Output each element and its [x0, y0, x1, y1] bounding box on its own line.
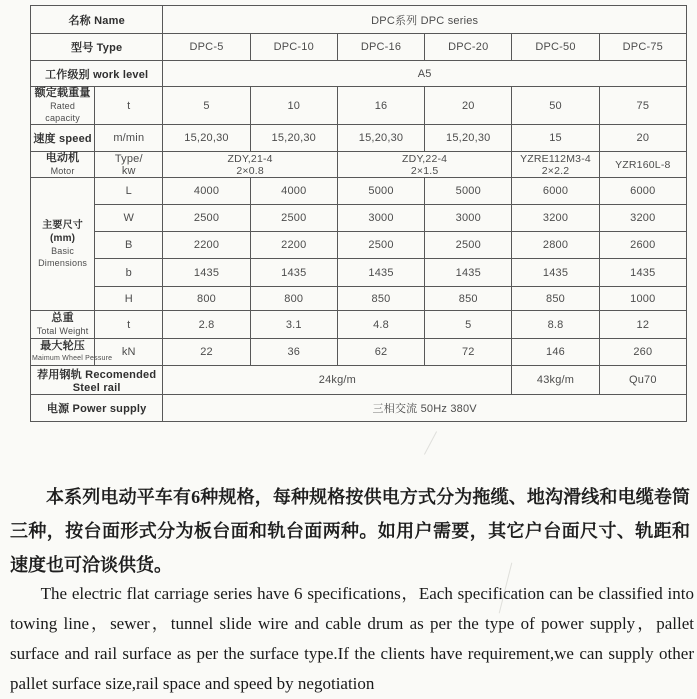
wheel-pressure-label-cell	[31, 339, 113, 366]
dim-value: 3200	[512, 205, 599, 232]
table-row-wheel-pressure	[31, 339, 687, 366]
total-weight-label-cell	[31, 311, 95, 339]
dimensions-label-cell	[31, 178, 95, 311]
rated-capacity-label-zh: 额定载重量	[34, 87, 91, 99]
dim-value: 1435	[599, 259, 686, 287]
dim-value: 1000	[599, 287, 686, 311]
dim-value: 2500	[425, 232, 512, 259]
dim-value: 800	[250, 287, 337, 311]
type-label-cell	[31, 34, 163, 61]
dim-value: 1435	[425, 259, 512, 287]
motor-unit-cell	[95, 152, 163, 178]
speed-value: 15,20,30	[337, 125, 424, 152]
chinese-description-paragraph: 本系列电动平车有6种规格，每种规格按供电方式分为拖缆、地沟滑线和电缆卷筒三种，按台面形式分为板台面和轨台面两种。如用户需要，其它户台面尺寸、轨距和速度也可洽谈供货。	[10, 487, 690, 575]
dim-value: 4000	[163, 178, 250, 205]
motor-label-en: Motor	[50, 166, 75, 176]
steel-rail-label-cell	[31, 366, 163, 395]
table-row-dim-b	[31, 259, 687, 287]
speed-value: 20	[599, 125, 686, 152]
speed-value: 15,20,30	[425, 125, 512, 152]
power-supply-value-cell: 三相交流 50Hz 380V	[163, 395, 687, 422]
power-supply-label-cell	[31, 395, 163, 422]
total-weight-label-zh: 总重	[51, 312, 74, 324]
work-level-label-cell	[31, 61, 163, 87]
dim-key-cell: B	[95, 232, 163, 259]
series-cell: DPC系列 DPC series	[163, 6, 687, 34]
scan-scratch-artifact	[424, 431, 437, 454]
total-weight-value: 8.8	[512, 311, 599, 339]
dimensions-label-en2: Dimensions	[38, 258, 88, 268]
wheel-pressure-value: 36	[250, 339, 337, 366]
dim-value: 6000	[512, 178, 599, 205]
steel-rail-label: 荐用钢轨 Recomended Steel rail	[37, 369, 157, 394]
power-supply-label: 电源 Power supply	[46, 403, 147, 415]
type-cell: DPC-75	[599, 34, 686, 61]
wheel-pressure-value: 22	[163, 339, 250, 366]
wheel-pressure-label-zh: 最大轮压	[40, 339, 85, 352]
work-level-value-cell: A5	[163, 61, 687, 87]
total-weight-value: 5	[425, 311, 512, 339]
dim-value: 5000	[425, 178, 512, 205]
rated-capacity-value: 5	[163, 87, 250, 125]
motor-spec-power: 2×0.8	[236, 164, 264, 177]
dim-value: 800	[163, 287, 250, 311]
table-row-work-level	[31, 61, 687, 87]
motor-spec-model: ZDY,21-4	[227, 152, 273, 165]
total-weight-label-en: Total Weight	[36, 326, 89, 336]
rated-capacity-value: 10	[250, 87, 337, 125]
dim-value: 1435	[512, 259, 599, 287]
dim-value: 1435	[250, 259, 337, 287]
total-weight-value: 12	[599, 311, 686, 339]
table-row-rated-capacity	[31, 87, 687, 125]
motor-spec-cell	[599, 152, 686, 178]
work-level-label: 工作级别 work level	[45, 68, 149, 81]
type-cell: DPC-50	[512, 34, 599, 61]
dim-value: 3200	[599, 205, 686, 232]
dim-value: 5000	[337, 178, 424, 205]
motor-spec-power: 2×1.5	[410, 164, 439, 177]
motor-unit-line2: kw	[121, 164, 136, 177]
speed-label-cell	[31, 125, 95, 152]
type-cell: DPC-10	[250, 34, 337, 61]
speed-label: 速度 speed	[33, 133, 92, 145]
motor-label-cell	[31, 152, 95, 178]
speed-value: 15,20,30	[250, 125, 337, 152]
dim-key-cell: H	[95, 287, 163, 311]
dim-key-cell: L	[95, 178, 163, 205]
dim-value: 2500	[337, 232, 424, 259]
name-label-cell	[31, 6, 163, 34]
motor-spec-model: ZDY,22-4	[402, 152, 448, 165]
dim-value: 1435	[163, 259, 250, 287]
dim-value: 2500	[163, 205, 250, 232]
dim-value: 3000	[337, 205, 424, 232]
spec-table	[30, 5, 687, 422]
table-row-dim-B	[31, 232, 687, 259]
dim-value: 4000	[250, 178, 337, 205]
motor-spec-power: 2×2.2	[541, 164, 570, 177]
type-cell: DPC-5	[163, 34, 250, 61]
dim-value: 850	[512, 287, 599, 311]
type-label: 型号 Type	[71, 42, 123, 54]
dim-value: 850	[337, 287, 424, 311]
english-description-paragraph: The electric flat carriage series have 6 specifications，Each specification can be classified into towing line，sewer，tunnel slide wire and cable drum as per the type of power supply，pallet surface and rail surface as per the surface type.If the clients have requirement,we can supply other pallet surface size,rail space and speed by negotiation	[10, 584, 694, 693]
dim-value: 2200	[250, 232, 337, 259]
motor-spec-cell	[512, 152, 599, 178]
table-row-power-supply	[31, 395, 687, 422]
rated-capacity-value: 50	[512, 87, 599, 125]
table-row-name	[31, 6, 687, 34]
speed-unit-cell: m/min	[95, 125, 163, 152]
wheel-pressure-label-en: Maimum Wheel Pessure	[32, 354, 113, 362]
table-row-type	[31, 34, 687, 61]
dim-value: 850	[425, 287, 512, 311]
wheel-pressure-value: 62	[337, 339, 424, 366]
dim-key-cell: W	[95, 205, 163, 232]
motor-unit-line1: Type/	[114, 152, 143, 165]
dim-key-cell: b	[95, 259, 163, 287]
type-cell: DPC-20	[425, 34, 512, 61]
table-row-total-weight	[31, 311, 687, 339]
steel-rail-value-cell: Qu70	[599, 366, 686, 395]
dim-value: 2200	[163, 232, 250, 259]
dim-value: 2800	[512, 232, 599, 259]
dim-value: 1435	[337, 259, 424, 287]
total-weight-value: 2.8	[163, 311, 250, 339]
rated-capacity-value: 75	[599, 87, 686, 125]
table-row-dim-H	[31, 287, 687, 311]
steel-rail-value-cell: 43kg/m	[512, 366, 599, 395]
rated-capacity-label-en: Rated capacity	[45, 101, 80, 123]
rated-capacity-unit-cell: t	[95, 87, 163, 125]
wheel-pressure-value: 72	[425, 339, 512, 366]
table-row-motor	[31, 152, 687, 178]
motor-spec-cell	[163, 152, 338, 178]
table-row-dim-W	[31, 205, 687, 232]
total-weight-value: 3.1	[250, 311, 337, 339]
dim-value: 2600	[599, 232, 686, 259]
wheel-pressure-unit-cell: kN	[95, 339, 163, 366]
total-weight-unit-cell: t	[95, 311, 163, 339]
motor-spec-model: YZR160L-8	[615, 158, 671, 171]
motor-label-zh: 电动机	[45, 152, 80, 164]
motor-spec-model: YZRE112M3-4	[520, 152, 591, 165]
name-label: 名称 Name	[68, 14, 125, 27]
dim-value: 6000	[599, 178, 686, 205]
table-row-steel-rail	[31, 366, 687, 395]
rated-capacity-value: 20	[425, 87, 512, 125]
table-row-dim-L	[31, 178, 687, 205]
rated-capacity-label-cell	[31, 87, 95, 125]
wheel-pressure-value: 260	[599, 339, 686, 366]
dim-value: 2500	[250, 205, 337, 232]
steel-rail-value-cell: 24kg/m	[163, 366, 512, 395]
table-row-speed	[31, 125, 687, 152]
motor-spec-cell	[337, 152, 512, 178]
wheel-pressure-value: 146	[512, 339, 599, 366]
rated-capacity-value: 16	[337, 87, 424, 125]
dimensions-label-zh: 主要尺寸(mm)	[42, 220, 83, 244]
speed-value: 15	[512, 125, 599, 152]
total-weight-value: 4.8	[337, 311, 424, 339]
dimensions-label-en1: Basic	[51, 246, 75, 256]
type-cell: DPC-16	[337, 34, 424, 61]
speed-value: 15,20,30	[163, 125, 250, 152]
dim-value: 3000	[425, 205, 512, 232]
